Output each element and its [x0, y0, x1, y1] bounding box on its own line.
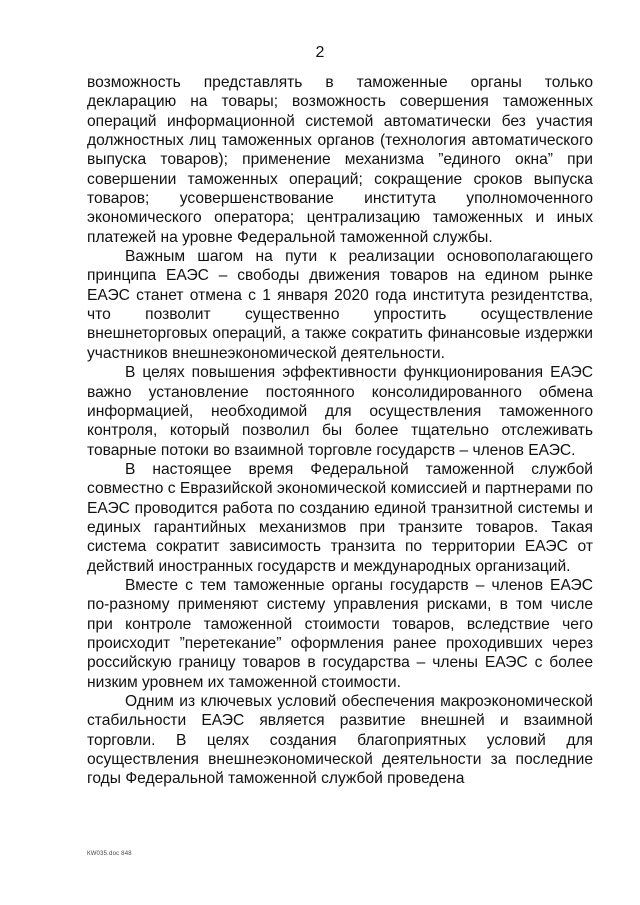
paragraph: В целях повышения эффективности функционирования ЕАЭС важно установление постоянного консолидированного обмена информацией, необходимой для осуществления таможенного контроля, который позволил бы более тщательно отслеживать товарные потоки во взаимной торговле государств – членов ЕАЭС. [87, 364, 593, 459]
paragraph: Вместе с тем таможенные органы государств – членов ЕАЭС по-разному применяют систему управления рисками, в том числе при контроле таможенной стоимости товаров, вследствие чего происходит ”перетекание” оформления ранее проходивших через российскую границу товаров в государства – члены ЕАЭС с более низким уровнем их таможенной стоимости. [87, 576, 593, 691]
document-body [87, 73, 593, 789]
paragraph: Важным шагом на пути к реализации основополагающего принципа ЕАЭС – свободы движения товаров на едином рынке ЕАЭС станет отмена с 1 января 2020 года института резидентства, что позволит существенно упростить осуществление внешнеторговых операций, а также сократить финансовые издержки участников внешнеэкономической деятельности. [87, 248, 593, 362]
paragraph: Одним из ключевых условий обеспечения макроэкономической стабильности ЕАЭС является развитие внешней и взаимной торговли. В целях создания благоприятных условий для осуществления внешнеэкономической деятельности за последние годы Федеральной таможенной службой проведена [87, 693, 593, 788]
paragraph: В настоящее время Федеральной таможенной службой совместно с Евразийской экономической комиссией и партнерами по ЕАЭС проводится работа по созданию единой транзитной системы и единых гарантийных механизмов при транзите товаров. Такая система сократит зависимость транзита по территории ЕАЭС от действий иностранных государств и международных организаций. [87, 460, 593, 575]
paragraph: возможность представлять в таможенные органы только декларацию на товары; возможность совершения таможенных операций информационной системой автоматически без участия должностных лиц таможенных органов (технология автоматического выпуска товаров); применение механизма ”единого окна” при совершении таможенных операций; сокращение сроков выпуска товаров; усовершенствование института уполномоченного экономического оператора; централизацию таможенных и иных платежей на уровне Федеральной таможенной службы. [87, 74, 593, 246]
page-number: 2 [315, 44, 325, 61]
footer-file-reference: КW035.doc 848 [87, 851, 132, 857]
